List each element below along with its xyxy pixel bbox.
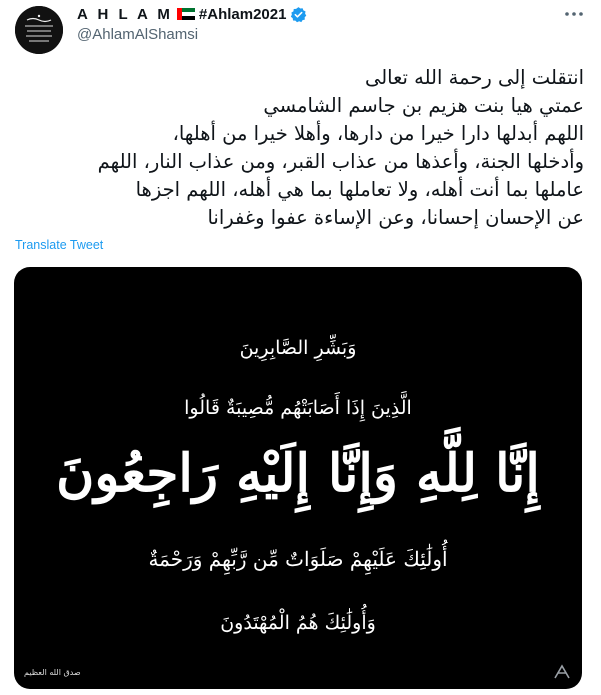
watermark-logo-icon	[552, 662, 572, 682]
more-options-button[interactable]	[563, 6, 585, 22]
display-name[interactable]	[77, 4, 307, 24]
avatar[interactable]	[15, 6, 63, 54]
tweet-text-line: عاملها بما أنت أهله، ولا تعاملها بما هي أهله، اللهم اجزها	[135, 178, 584, 201]
media-signature: صدق الله العظيم	[24, 668, 81, 677]
tweet-text-line: وأدخلها الجنة، وأعذها من عذاب القبر، ومن عذاب النار، اللهم	[97, 150, 584, 173]
tweet-text-line: اللهم أبدلها دارا خيرا من دارها، وأهلا خيرا من أهلها،	[172, 122, 584, 145]
avatar-calligraphy-icon	[15, 6, 63, 54]
tweet-media-image[interactable]	[14, 267, 582, 689]
display-name-text: A H L A M	[77, 5, 173, 23]
media-verse-line: وَبَشِّرِ الصَّابِرِينَ	[239, 337, 357, 359]
media-verse-main: إِنَّا لِلَّهِ وَإِنَّا إِلَيْهِ رَاجِعُونَ	[56, 443, 540, 504]
tweet-text	[14, 64, 584, 232]
hashtag-text: #Ahlam2021	[198, 5, 287, 23]
tweet-text-line: عمتي هيا بنت هزيم بن جاسم الشامسي	[263, 94, 584, 117]
media-verse-line: وَأُولَٰئِكَ هُمُ الْمُهْتَدُونَ	[220, 612, 376, 634]
uae-flag-icon	[177, 8, 195, 20]
tweet-text-line: عن الإحسان إحسانا، وعن الإساءة عفوا وغفرانا	[207, 206, 584, 229]
media-verse-line: الَّذِينَ إِذَا أَصَابَتْهُم مُّصِيبَةٌ قَالُوا	[184, 397, 412, 419]
verified-badge-icon	[290, 6, 307, 23]
tweet-text-line: انتقلت إلى رحمة الله تعالى	[364, 66, 584, 89]
media-verse-line: أُولَٰئِكَ عَلَيْهِمْ صَلَوَاتٌ مِّن رَّبِّهِمْ وَرَحْمَةٌ	[148, 547, 448, 571]
more-options-icon	[565, 12, 583, 16]
user-handle[interactable]: @AhlamAlShamsi	[77, 26, 199, 43]
translate-tweet-link[interactable]: Translate Tweet	[15, 238, 104, 252]
